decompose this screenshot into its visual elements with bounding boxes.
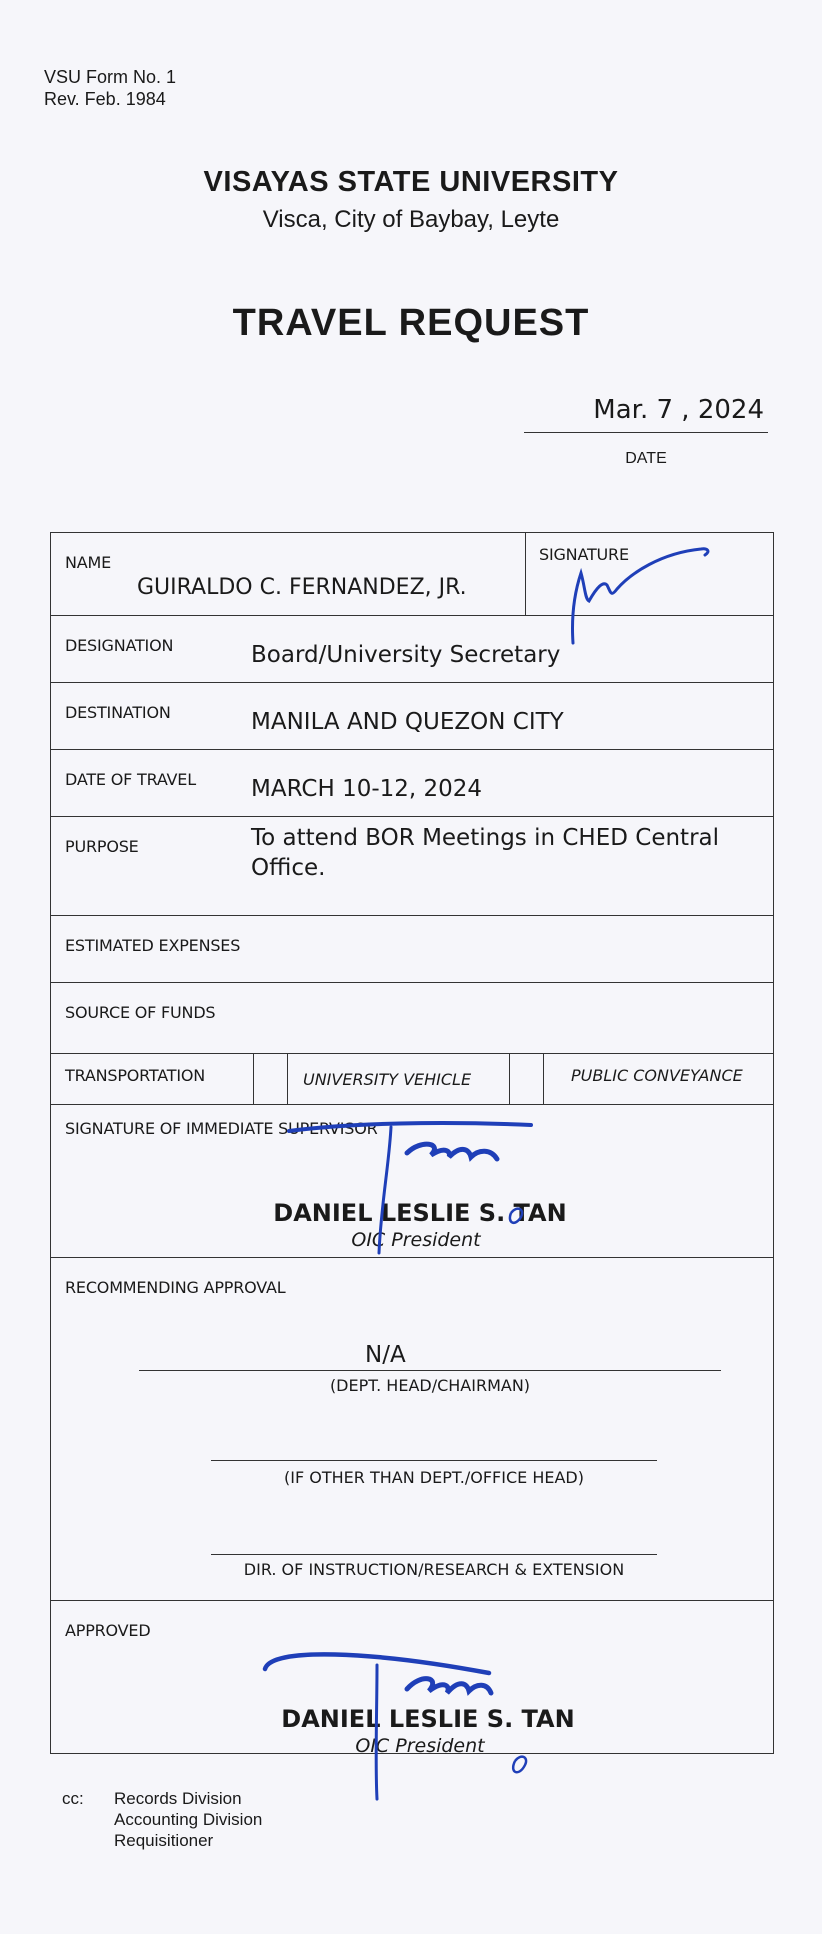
supervisor-label: SIGNATURE OF IMMEDIATE SUPERVISOR — [65, 1119, 378, 1138]
purpose-label: PURPOSE — [65, 837, 139, 856]
form-number-line: VSU Form No. 1 — [44, 67, 177, 87]
date-value: Mar. 7 , 2024 — [593, 395, 764, 425]
name-value: GUIRALDO C. FERNANDEZ, JR. — [137, 575, 467, 600]
recommending-approval-row — [51, 1258, 773, 1601]
cc-list — [114, 1788, 262, 1851]
destination-label: DESTINATION — [65, 703, 171, 722]
transportation-row — [51, 1054, 773, 1105]
name-row — [51, 533, 773, 616]
other-head-line — [211, 1460, 657, 1461]
university-name: VISAYAS STATE UNIVERSITY — [203, 166, 619, 198]
signature-divider — [525, 533, 526, 615]
director-caption: DIR. OF INSTRUCTION/RESEARCH & EXTENSION — [243, 1560, 625, 1579]
source-of-funds-label: SOURCE OF FUNDS — [65, 1003, 216, 1022]
cc-block — [62, 1788, 262, 1851]
transport-university-vehicle: UNIVERSITY VEHICLE — [303, 1070, 472, 1089]
purpose-line: Office. — [251, 855, 326, 881]
approved-label: APPROVED — [65, 1621, 151, 1640]
approver-name: DANIEL LESLIE S. TAN — [281, 1705, 575, 1733]
university-address: Visca, City of Baybay, Leyte — [262, 206, 560, 233]
dept-head-caption: (DEPT. HEAD/CHAIRMAN) — [329, 1376, 531, 1395]
recommending-label: RECOMMENDING APPROVAL — [65, 1278, 286, 1297]
dept-head-line — [139, 1370, 721, 1371]
transport-public-conveyance: PUBLIC CONVEYANCE — [571, 1066, 743, 1085]
cc-item: Records Division — [114, 1789, 242, 1808]
name-label: NAME — [65, 553, 112, 572]
transport-checkbox-right — [287, 1054, 288, 1104]
other-head-caption: (IF OTHER THAN DEPT./OFFICE HEAD) — [284, 1468, 584, 1487]
purpose-row — [51, 817, 773, 916]
source-of-funds-row — [51, 983, 773, 1054]
travel-request-form — [50, 532, 774, 1757]
supervisor-signature-icon — [271, 1105, 551, 1255]
date-line — [524, 432, 768, 433]
date-label: DATE — [625, 450, 667, 467]
supervisor-title: OIC President — [351, 1229, 481, 1251]
purpose-line: To attend BOR Meetings in CHED Central — [251, 825, 720, 851]
supervisor-row — [51, 1105, 773, 1258]
cc-item: Requisitioner — [114, 1831, 214, 1850]
estimated-expenses-label: ESTIMATED EXPENSES — [65, 936, 241, 955]
supervisor-name: DANIEL LESLIE S. TAN — [273, 1199, 567, 1227]
destination-value: MANILA AND QUEZON CITY — [251, 709, 564, 735]
date-of-travel-value: MARCH 10-12, 2024 — [251, 776, 483, 802]
transport-checkbox2-right — [543, 1054, 544, 1104]
purpose-value — [251, 823, 719, 883]
transportation-label: TRANSPORTATION — [65, 1066, 205, 1085]
approved-row — [51, 1601, 773, 1757]
designation-value: Board/University Secretary — [251, 642, 561, 668]
form-number — [44, 66, 176, 110]
destination-row — [51, 683, 773, 750]
date-of-travel-label: DATE OF TRAVEL — [65, 770, 196, 789]
document-title: TRAVEL REQUEST — [232, 302, 590, 344]
director-line — [211, 1554, 657, 1555]
transport-checkbox2-left — [509, 1054, 510, 1104]
revision-line: Rev. Feb. 1984 — [44, 89, 166, 109]
date-of-travel-row — [51, 750, 773, 817]
cc-item: Accounting Division — [114, 1810, 263, 1829]
signature-label: SIGNATURE — [539, 545, 629, 564]
transport-checkbox-left — [253, 1054, 254, 1104]
dept-head-value: N/A — [365, 1342, 406, 1368]
designation-row — [51, 616, 773, 683]
cc-label: cc: — [62, 1789, 84, 1808]
estimated-expenses-row — [51, 916, 773, 983]
designation-label: DESIGNATION — [65, 636, 174, 655]
approver-title: OIC President — [355, 1735, 485, 1757]
approver-signature-icon — [251, 1631, 551, 1801]
